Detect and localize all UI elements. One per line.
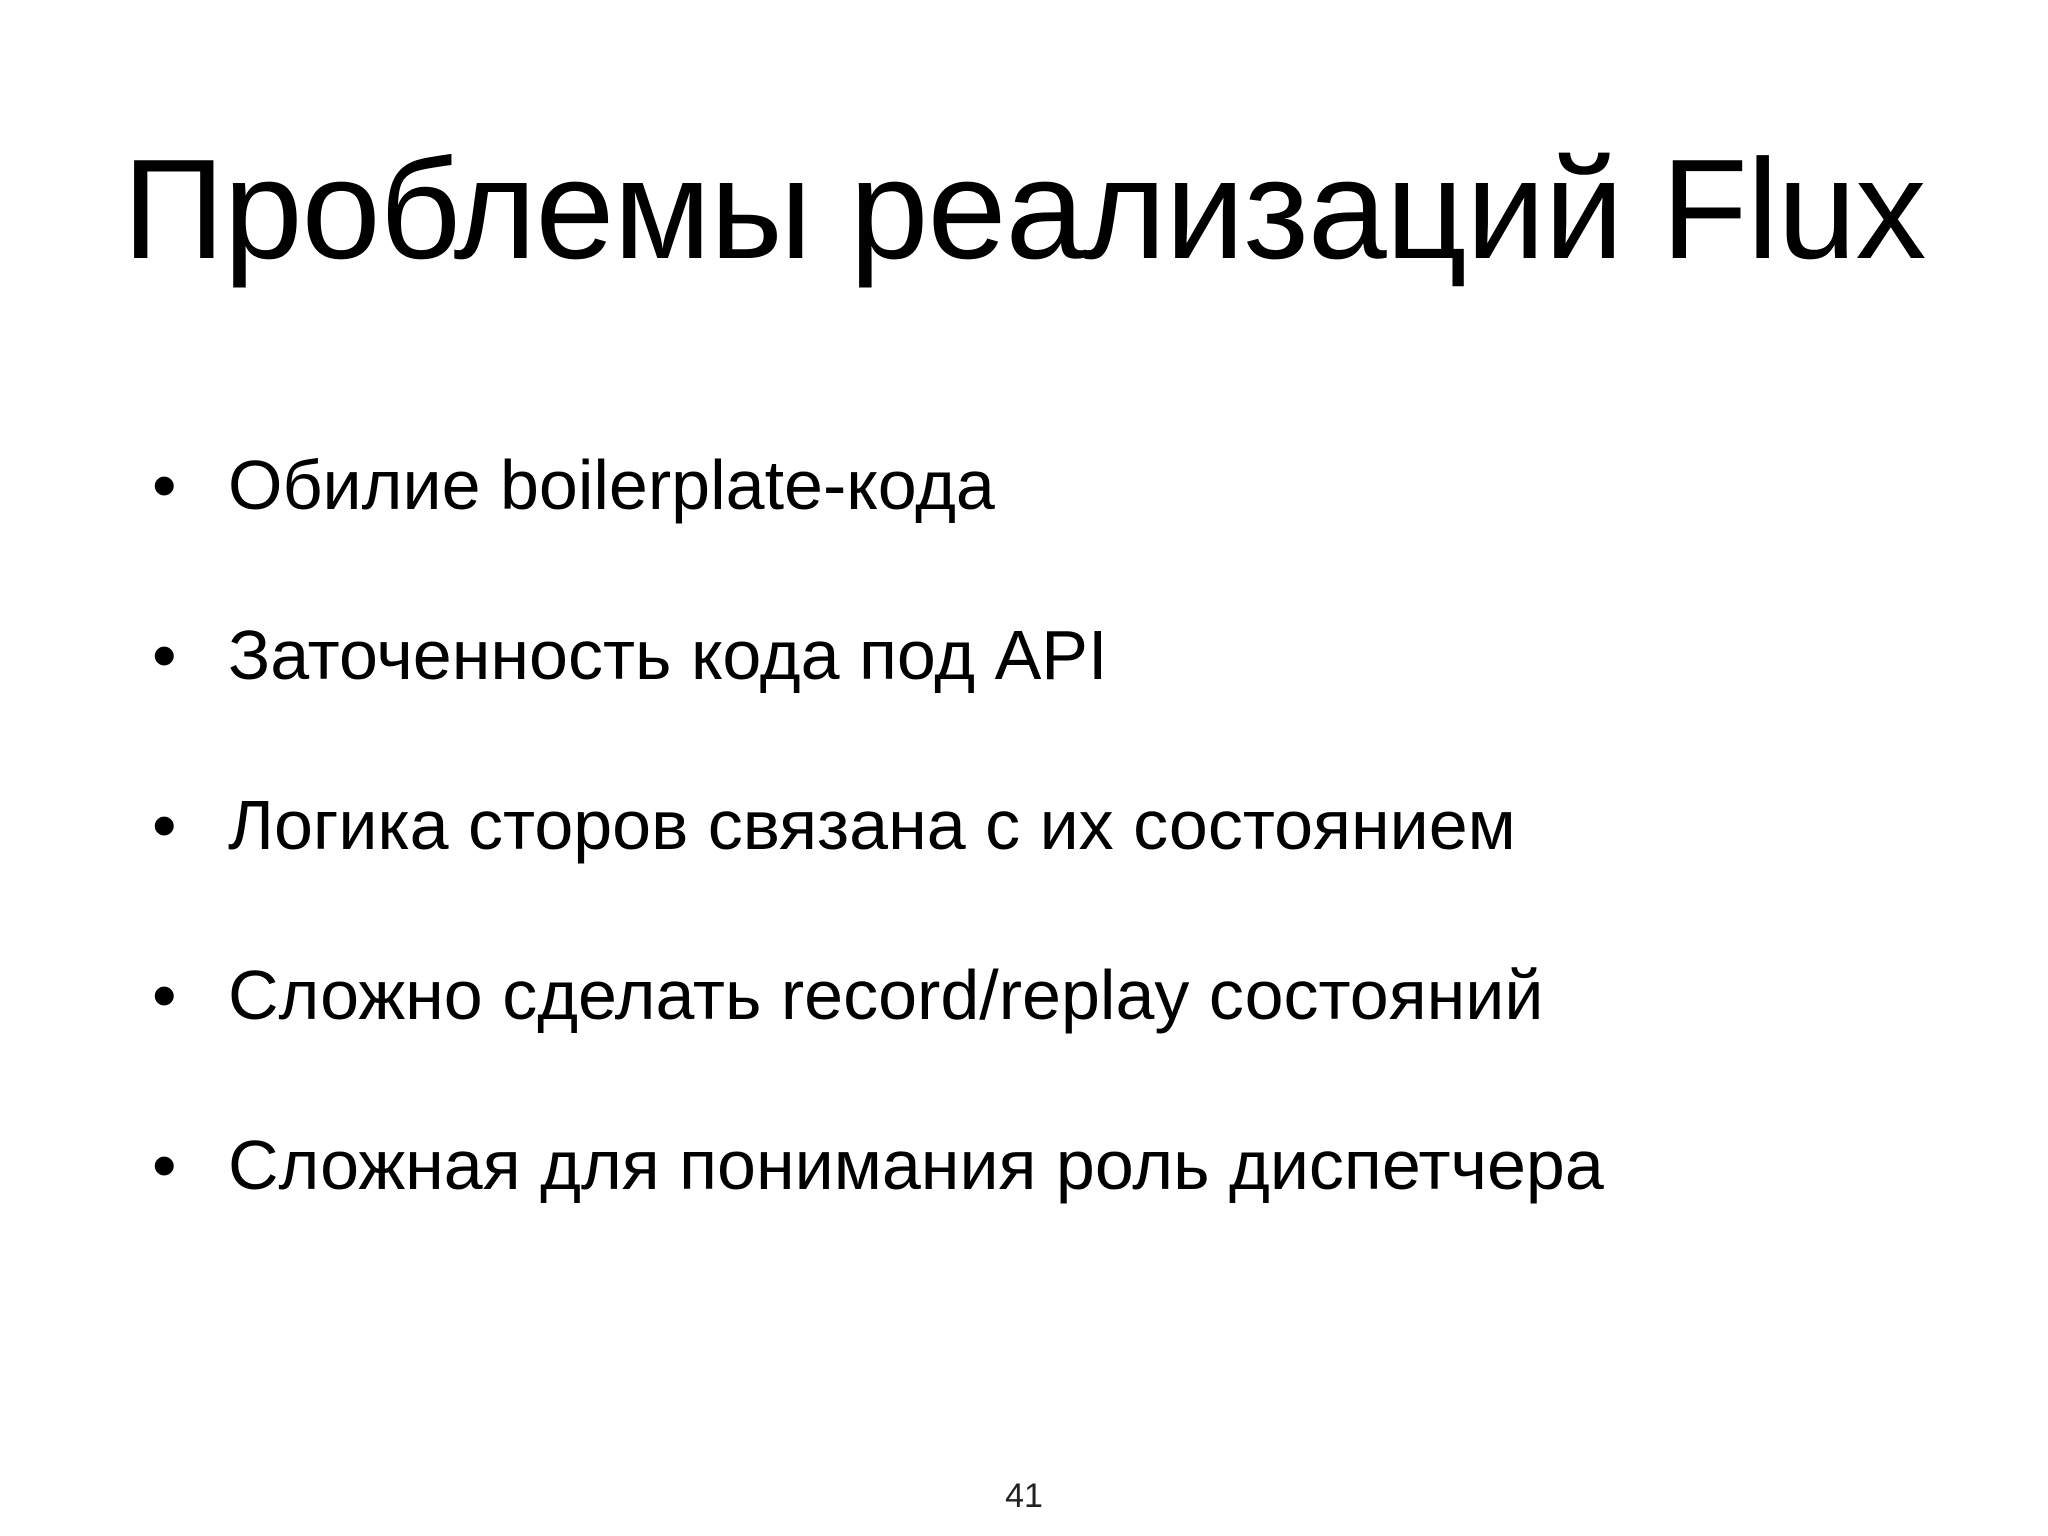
slide-title: Проблемы реализаций Flux bbox=[122, 130, 1926, 289]
bullet-text: Сложная для понимания роль диспетчера bbox=[228, 1126, 1604, 1204]
bullet-text: Сложно сделать record/replay состояний bbox=[228, 956, 1544, 1034]
bullet-text: Заточенность кода под API bbox=[228, 616, 1108, 694]
bullet-icon: • bbox=[152, 1126, 177, 1204]
bullet-icon: • bbox=[152, 616, 177, 694]
bullet-text: Логика сторов связана с их состоянием bbox=[228, 786, 1516, 864]
bullet-icon: • bbox=[152, 786, 177, 864]
page-number: 41 bbox=[1005, 1477, 1043, 1515]
bullet-icon: • bbox=[152, 956, 177, 1034]
bullet-icon: • bbox=[152, 446, 177, 524]
bullet-text: Обилие boilerplate-кода bbox=[228, 446, 995, 524]
